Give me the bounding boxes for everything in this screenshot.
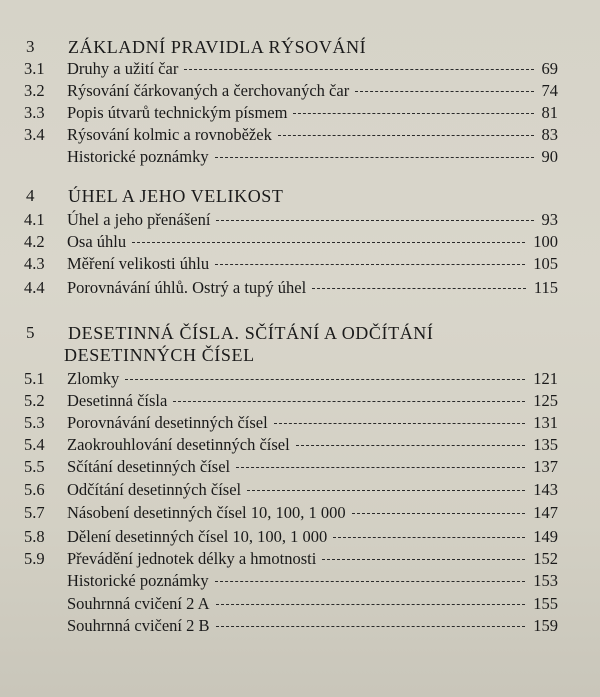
dot-leader	[352, 513, 526, 514]
page-number: 81	[541, 103, 558, 122]
section-number: 5.4	[24, 435, 45, 454]
toc-entry[interactable]	[0, 456, 600, 478]
toc-entry[interactable]	[0, 479, 600, 501]
section-title: Porovnávání úhlů. Ostrý a tupý úhel	[67, 278, 307, 297]
page-number: 159	[533, 616, 558, 635]
page-number: 90	[541, 147, 558, 166]
section-number: 3.2	[24, 81, 45, 100]
chapter-4	[0, 185, 600, 297]
section-number: 5.1	[24, 369, 45, 388]
toc-entry[interactable]	[0, 593, 600, 615]
chapter-title-continued: DESETINNÝCH ČÍSEL	[64, 345, 255, 365]
page-number: 153	[533, 571, 558, 590]
section-number: 4.3	[24, 254, 45, 273]
section-title: Rýsování čárkovaných a čerchovaných čar	[67, 81, 350, 100]
section-title: Souhrnná cvičení 2 B	[67, 616, 210, 635]
section-title: Násobení desetinných čísel 10, 100, 1 000	[67, 503, 346, 522]
section-title: Rýsování kolmic a rovnoběžek	[67, 125, 272, 144]
dot-leader	[216, 220, 533, 221]
dot-leader	[247, 490, 525, 491]
dot-leader	[293, 113, 533, 114]
section-title: Porovnávání desetinných čísel	[67, 413, 268, 432]
toc-entry[interactable]	[0, 102, 600, 124]
page-number: 149	[533, 527, 558, 546]
page-number: 83	[541, 125, 558, 144]
section-number: 5.5	[24, 457, 45, 476]
chapter-title: DESETINNÁ ČÍSLA. SČÍTÁNÍ A ODČÍTÁNÍ	[68, 323, 434, 343]
dot-leader	[322, 559, 525, 560]
section-title: Úhel a jeho přenášení	[67, 210, 211, 229]
dot-leader	[312, 288, 526, 289]
section-title: Druhy a užití čar	[67, 59, 179, 78]
chapter-title: ÚHEL A JEHO VELIKOST	[68, 186, 284, 206]
toc-entry[interactable]	[0, 277, 600, 299]
page-number: 100	[533, 232, 558, 251]
toc-entry[interactable]	[0, 231, 600, 253]
dot-leader	[296, 445, 526, 446]
toc-entry[interactable]	[0, 615, 600, 637]
toc-entry[interactable]	[0, 58, 600, 80]
section-title: Desetinná čísla	[67, 391, 168, 410]
toc-entry[interactable]	[0, 80, 600, 102]
section-number: 4.4	[24, 278, 45, 297]
dot-leader	[125, 379, 525, 380]
dot-leader	[333, 537, 525, 538]
section-title: Historické poznámky	[67, 147, 209, 166]
section-title: Odčítání desetinných čísel	[67, 480, 242, 499]
chapter-heading	[0, 322, 600, 368]
page-number: 155	[533, 594, 558, 613]
section-title: Osa úhlu	[67, 232, 127, 251]
page-number: 105	[533, 254, 558, 273]
dot-leader	[215, 581, 526, 582]
dot-leader	[278, 135, 534, 136]
page-number: 135	[533, 435, 558, 454]
chapter-heading	[0, 36, 600, 60]
section-number: 3.1	[24, 59, 45, 78]
page-number: 115	[533, 278, 558, 297]
toc-entry[interactable]	[0, 548, 600, 570]
dot-leader	[132, 242, 525, 243]
toc-entry[interactable]	[0, 124, 600, 146]
page-number: 121	[533, 369, 558, 388]
toc-entry[interactable]	[0, 412, 600, 434]
toc-entry[interactable]	[0, 253, 600, 275]
toc-entry[interactable]	[0, 434, 600, 456]
toc-entry[interactable]	[0, 390, 600, 412]
chapter-number: 3	[26, 37, 35, 56]
section-number: 5.6	[24, 480, 45, 499]
section-number: 5.9	[24, 549, 45, 568]
chapter-heading	[0, 185, 600, 209]
dot-leader	[355, 91, 533, 92]
toc-entry[interactable]	[0, 526, 600, 548]
section-title: Měření velikosti úhlu	[67, 254, 210, 273]
section-title: Zaokrouhlování desetinných čísel	[67, 435, 290, 454]
dot-leader	[236, 467, 525, 468]
page-number: 131	[533, 413, 558, 432]
chapter-number: 5	[26, 323, 35, 342]
dot-leader	[215, 264, 525, 265]
chapter-number: 4	[26, 186, 35, 205]
toc-entry[interactable]	[0, 502, 600, 524]
section-number: 3.4	[24, 125, 45, 144]
toc-entry[interactable]	[0, 368, 600, 390]
section-title: Sčítání desetinných čísel	[67, 457, 231, 476]
dot-leader	[274, 423, 526, 424]
dot-leader	[184, 69, 533, 70]
section-number: 4.1	[24, 210, 45, 229]
page-number: 137	[533, 457, 558, 476]
dot-leader	[216, 604, 526, 605]
toc-entry[interactable]	[0, 146, 600, 168]
page-number: 152	[533, 549, 558, 568]
section-title: Souhrnná cvičení 2 A	[67, 594, 210, 613]
chapter-3	[0, 36, 600, 166]
page-number: 93	[541, 210, 558, 229]
page-number: 69	[541, 59, 558, 78]
page-number: 74	[541, 81, 558, 100]
dot-leader	[215, 157, 534, 158]
section-number: 3.3	[24, 103, 45, 122]
section-title: Zlomky	[67, 369, 120, 388]
toc-entry[interactable]	[0, 570, 600, 592]
dot-leader	[173, 401, 525, 402]
section-title: Převádění jednotek délky a hmotnosti	[67, 549, 317, 568]
section-number: 5.2	[24, 391, 45, 410]
section-number: 5.8	[24, 527, 45, 546]
page-number: 147	[533, 503, 558, 522]
chapter-title: ZÁKLADNÍ PRAVIDLA RÝSOVÁNÍ	[68, 37, 367, 57]
page-number: 143	[533, 480, 558, 499]
section-title: Dělení desetinných čísel 10, 100, 1 000	[67, 527, 328, 546]
dot-leader	[216, 626, 526, 627]
section-number: 4.2	[24, 232, 45, 251]
section-number: 5.3	[24, 413, 45, 432]
section-number: 5.7	[24, 503, 45, 522]
section-title: Historické poznámky	[67, 571, 209, 590]
chapter-5	[0, 322, 600, 635]
toc-entry[interactable]	[0, 209, 600, 231]
page-number: 125	[533, 391, 558, 410]
section-title: Popis útvarů technickým písmem	[67, 103, 288, 122]
